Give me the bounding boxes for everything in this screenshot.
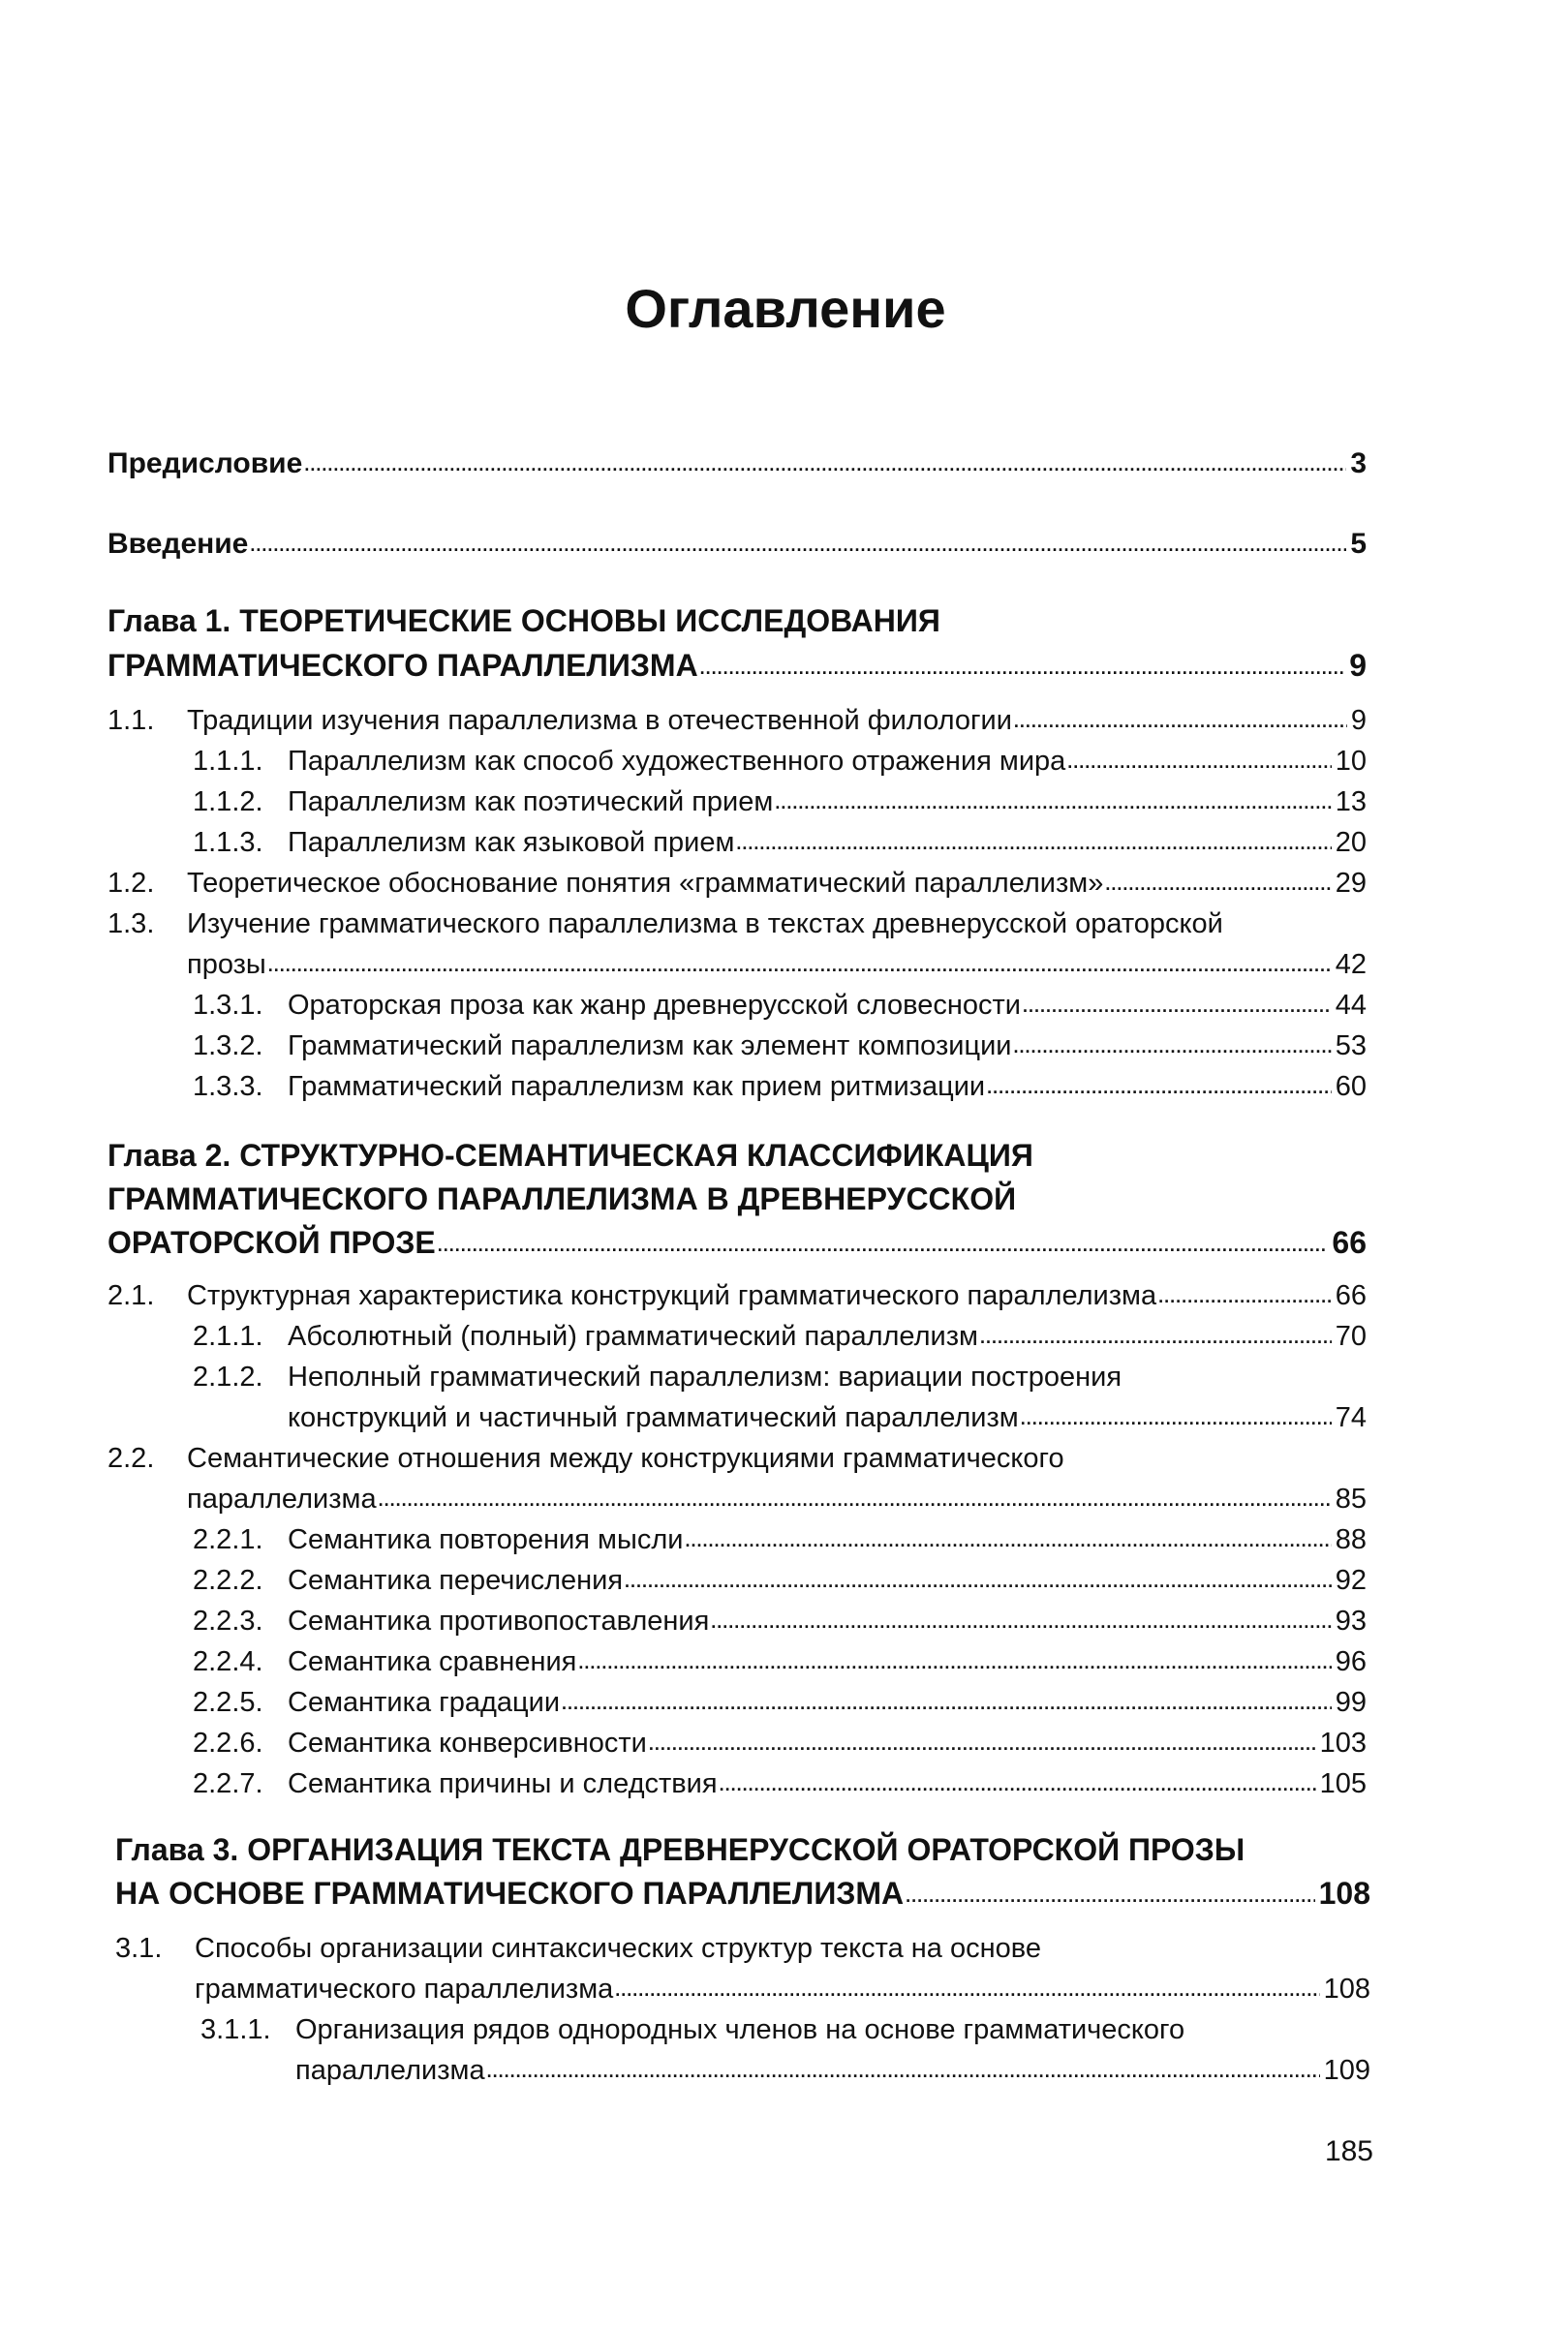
page-title: Оглавление: [625, 277, 946, 339]
section-number: 2.2.5.: [193, 1687, 263, 1718]
toc-entry-title: Семантика конверсивности: [288, 1728, 647, 1759]
toc-entry-1-2[interactable]: [108, 863, 1367, 904]
toc-entry-chapter-1[interactable]: [108, 643, 1367, 688]
toc-entry-title: Традиции изучения параллелизма в отечественной филологии: [187, 705, 1012, 736]
toc-entry-title: Семантика перечисления: [288, 1565, 624, 1596]
toc-page-number: 42: [1335, 949, 1367, 980]
toc-entry-2-2-2[interactable]: [193, 1560, 1367, 1601]
toc-entry-title: Абсолютный (полный) грамматический параллелизм: [288, 1321, 978, 1352]
toc-page-number: 60: [1335, 1071, 1367, 1102]
toc-page-number: 53: [1335, 1030, 1367, 1061]
toc-entry-title-continued: конструкций и частичный грамматический параллелизм: [288, 1402, 1019, 1433]
toc-entry-3-1[interactable]: [195, 1969, 1370, 2009]
toc-entry-title-continued: грамматического параллелизма: [195, 1974, 614, 2005]
toc-page-number: 13: [1335, 786, 1367, 817]
chapter-1-title-line-1[interactable]: Глава 1. ТЕОРЕТИЧЕСКИЕ ОСНОВЫ ИССЛЕДОВАНИЯ: [108, 603, 940, 638]
toc-entry-title: Семантика сравнения: [288, 1646, 577, 1677]
toc-page-number: 74: [1335, 1402, 1367, 1433]
toc-page-number: 44: [1335, 990, 1367, 1021]
dot-leader: [268, 942, 1332, 986]
toc-entry-title: Семантика повторения мысли: [288, 1524, 684, 1555]
toc-page-number: 105: [1319, 1768, 1367, 1799]
toc-entry-3-1-1[interactable]: [295, 2050, 1370, 2091]
dot-leader: [250, 522, 1346, 566]
toc-entry-preface[interactable]: [108, 444, 1367, 484]
toc-page-number: 108: [1323, 1974, 1370, 2005]
toc-entry-1-1-3[interactable]: [193, 822, 1367, 863]
toc-entry-1-3-2[interactable]: [193, 1026, 1367, 1066]
toc-entry-2-2-5[interactable]: [193, 1682, 1367, 1723]
chapter-3-title-line-1[interactable]: Глава 3. ОРГАНИЗАЦИЯ ТЕКСТА ДРЕВНЕРУССКОЙ ОРАТОРСКОЙ ПРОЗЫ: [115, 1832, 1245, 1867]
toc-page-number: 96: [1335, 1646, 1367, 1677]
page-number: 185: [1324, 2135, 1373, 2167]
dot-leader: [685, 1517, 1331, 1561]
toc-entry-1-3[interactable]: [187, 944, 1367, 985]
toc-entry-1-3-line-1[interactable]: [108, 904, 1223, 944]
toc-page-number: 88: [1335, 1524, 1367, 1555]
toc-entry-2-2-6[interactable]: [193, 1723, 1367, 1763]
toc-entry-1-3-3[interactable]: [193, 1066, 1367, 1107]
dot-leader: [987, 1064, 1332, 1108]
section-number: 2.2.6.: [193, 1728, 263, 1759]
toc-entry-title: Введение: [108, 528, 249, 560]
toc-page-number: 109: [1323, 2055, 1370, 2086]
toc-entry-3-1-1-line-1[interactable]: [200, 2009, 1184, 2050]
toc-entry-2-1-1[interactable]: [193, 1316, 1367, 1357]
toc-entry-2-2[interactable]: [187, 1479, 1367, 1519]
toc-page-number: 29: [1335, 868, 1367, 899]
section-number: 1.1.3.: [193, 827, 263, 858]
section-number: 2.1.1.: [193, 1321, 263, 1352]
toc-entry-title: Грамматический параллелизм как элемент композиции: [288, 1030, 1012, 1061]
chapter-2-title-line-1[interactable]: Глава 2. СТРУКТУРНО-СЕМАНТИЧЕСКАЯ КЛАССИФИКАЦИЯ: [108, 1138, 1033, 1173]
toc-page-number: 93: [1335, 1606, 1367, 1637]
toc-entry-title: ГРАММАТИЧЕСКОГО ПАРАЛЛЕЛИЗМА: [108, 648, 698, 683]
toc-entry-title: Организация рядов однородных членов на основе грамматического: [295, 2014, 1185, 2045]
section-number: 1.1.1.: [193, 746, 263, 777]
dot-leader: [578, 1639, 1331, 1683]
section-number: 3.1.1.: [200, 2014, 271, 2045]
toc-entry-1-1-1[interactable]: [193, 741, 1367, 781]
toc-entry-title: Изучение грамматического параллелизма в текстах древнерусской ораторской: [187, 908, 1223, 939]
dot-leader: [775, 780, 1331, 823]
toc-page-number: 5: [1350, 528, 1367, 560]
section-number: 2.2.: [108, 1443, 155, 1474]
dot-leader: [615, 1967, 1319, 2010]
toc-entry-title: НА ОСНОВЕ ГРАММАТИЧЕСКОГО ПАРАЛЛЕЛИЗМА: [115, 1876, 905, 1911]
dot-leader: [720, 1762, 1316, 1805]
dot-leader: [562, 1680, 1332, 1724]
toc-entry-title: Семантические отношения между конструкциями грамматического: [187, 1443, 1064, 1474]
section-number: 1.3.3.: [193, 1071, 263, 1102]
section-number: 1.2.: [108, 868, 155, 899]
toc-page-number: 70: [1335, 1321, 1367, 1352]
dot-leader: [625, 1558, 1332, 1602]
toc-entry-2-1[interactable]: [108, 1275, 1367, 1316]
section-number: 2.2.3.: [193, 1606, 263, 1637]
toc-entry-title: Параллелизм как поэтический прием: [288, 786, 774, 817]
toc-entry-title: Параллелизм как способ художественного отражения мира: [288, 746, 1066, 777]
dot-leader: [906, 1869, 1314, 1918]
dot-leader: [379, 1477, 1332, 1520]
toc-page-number: 20: [1335, 827, 1367, 858]
section-number: 2.2.4.: [193, 1646, 263, 1677]
dot-leader: [1014, 1024, 1332, 1067]
dot-leader: [700, 641, 1346, 690]
dot-leader: [1023, 983, 1332, 1027]
toc-entry-title: Структурная характеристика конструкций грамматического параллелизма: [187, 1280, 1157, 1311]
toc-page-number: 103: [1319, 1728, 1367, 1759]
dot-leader: [1067, 739, 1331, 782]
toc-page-number: 85: [1335, 1484, 1367, 1515]
dot-leader: [1021, 1395, 1332, 1439]
toc-entry-1-1[interactable]: [108, 700, 1367, 741]
toc-page-number: 99: [1335, 1687, 1367, 1718]
toc-entry-title: Семантика причины и следствия: [288, 1768, 718, 1799]
toc-entry-chapter-2[interactable]: [108, 1220, 1367, 1265]
section-number: 2.1.: [108, 1280, 155, 1311]
toc-entry-1-3-1[interactable]: [193, 985, 1367, 1026]
toc-entry-1-1-2[interactable]: [193, 781, 1367, 822]
toc-entry-title: Ораторская проза как жанр древнерусской словесности: [288, 990, 1021, 1021]
dot-leader: [649, 1721, 1316, 1764]
dot-leader: [1158, 1273, 1332, 1317]
section-number: 2.1.2.: [193, 1362, 263, 1393]
dot-leader: [304, 442, 1346, 485]
section-number: 1.1.: [108, 705, 155, 736]
toc-entry-2-2-1[interactable]: [193, 1519, 1367, 1560]
dot-leader: [980, 1314, 1332, 1358]
dot-leader: [711, 1599, 1331, 1642]
toc-entry-title-continued: параллелизма: [295, 2055, 485, 2086]
toc-entry-title: Предисловие: [108, 447, 303, 479]
toc-page-number: 9: [1349, 648, 1367, 683]
toc-entry-title: Теоретическое обоснование понятия «грамматический параллелизм»: [187, 868, 1104, 899]
toc-entry-title: Параллелизм как языковой прием: [288, 827, 735, 858]
toc-entry-title-continued: прозы: [187, 949, 266, 980]
toc-entry-title: Семантика градации: [288, 1687, 561, 1718]
toc-entry-2-2-3[interactable]: [193, 1601, 1367, 1641]
section-number: 1.3.1.: [193, 990, 263, 1021]
section-number: 1.1.2.: [193, 786, 263, 817]
section-number: 2.2.2.: [193, 1565, 263, 1596]
section-number: 3.1.: [115, 1933, 163, 1964]
toc-page-number: 3: [1350, 447, 1367, 479]
toc-entry-chapter-3[interactable]: [115, 1871, 1370, 1915]
toc-entry-2-2-4[interactable]: [193, 1641, 1367, 1682]
section-number: 2.2.7.: [193, 1768, 263, 1799]
section-number: 1.3.: [108, 908, 155, 939]
toc-page-number: 66: [1335, 1280, 1367, 1311]
toc-entry-title-continued: параллелизма: [187, 1484, 377, 1515]
toc-entry-2-2-7[interactable]: [193, 1763, 1367, 1804]
dot-leader: [1105, 861, 1331, 904]
toc-entry-title: Грамматический параллелизм как прием ритмизации: [288, 1071, 986, 1102]
toc-entry-title: Способы организации синтаксических структур текста на основе: [195, 1933, 1041, 1964]
toc-entry-2-1-2[interactable]: [288, 1397, 1367, 1438]
dot-leader: [487, 2048, 1320, 2092]
toc-entry-introduction[interactable]: [108, 524, 1367, 565]
section-number: 2.2.1.: [193, 1524, 263, 1555]
dot-leader: [736, 820, 1331, 864]
toc-page-number: 92: [1335, 1565, 1367, 1596]
dot-leader: [438, 1218, 1329, 1268]
toc-entry-3-1-line-1[interactable]: [115, 1928, 1041, 1969]
toc-entry-title: ОРАТОРСКОЙ ПРОЗЕ: [108, 1225, 436, 1260]
toc-page-number: 108: [1318, 1876, 1370, 1911]
toc-entry-2-1-2-line-1[interactable]: [193, 1357, 1122, 1397]
toc-page-number: 10: [1335, 746, 1367, 777]
chapter-2-title-line-2[interactable]: ГРАММАТИЧЕСКОГО ПАРАЛЛЕЛИЗМА В ДРЕВНЕРУССКОЙ: [108, 1181, 1017, 1216]
toc-entry-title: Семантика противопоставления: [288, 1606, 710, 1637]
toc-entry-title: Неполный грамматический параллелизм: вариации построения: [288, 1362, 1122, 1393]
dot-leader: [1014, 698, 1347, 742]
toc-page-number: 9: [1350, 705, 1367, 736]
section-number: 1.3.2.: [193, 1030, 263, 1061]
toc-page-number: 66: [1332, 1225, 1367, 1260]
toc-entry-2-2-line-1[interactable]: [108, 1438, 1064, 1479]
